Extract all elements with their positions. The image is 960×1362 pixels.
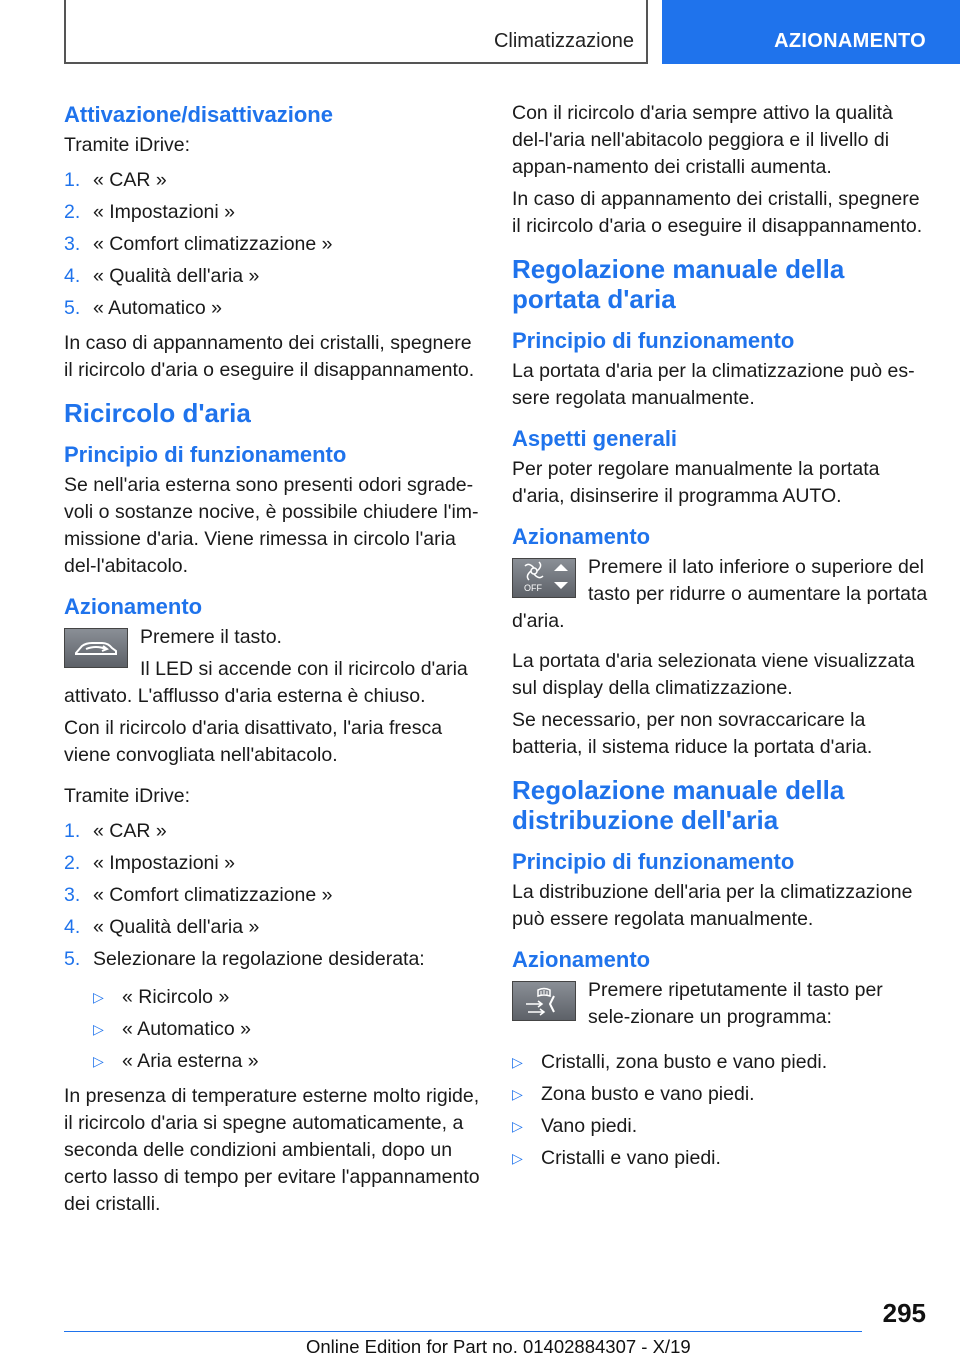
step-number: 3. (64, 884, 81, 906)
step-number: 2. (64, 201, 81, 223)
list-item (512, 1142, 928, 1174)
triangle-bullet-icon: ▷ (93, 989, 104, 1005)
flow-principle-text: La portata d'aria per la climatizzazione può es-sere regolata manualmente. (512, 360, 915, 409)
step-number: 5. (64, 297, 81, 319)
step-number: 1. (64, 169, 81, 191)
heading-air-distribution: Regolazione manuale della distribuzione dell'aria (512, 775, 845, 835)
heading-principle: Principio di funzionamento (512, 849, 795, 874)
heading-activation: Attivazione/disattivazione (64, 102, 333, 127)
step-text: « Impostazioni » (93, 201, 235, 223)
battery-text: Se necessario, per non sovraccaricare la batteria, il sistema riduce la portata d'aria. (512, 709, 873, 758)
list-item (512, 1046, 928, 1078)
header-section-box (64, 0, 648, 64)
list-item (64, 164, 482, 196)
list-item (93, 1045, 482, 1077)
program-text: Cristalli, zona busto e vano piedi. (541, 1051, 828, 1073)
recirculation-car-icon (64, 628, 128, 668)
program-text: Vano piedi. (541, 1115, 638, 1137)
triangle-bullet-icon: ▷ (93, 1053, 104, 1069)
air-distribution-icon (512, 981, 576, 1021)
program-text: Zona busto e vano piedi. (541, 1083, 755, 1105)
programs-list (512, 1046, 928, 1174)
heading-principle: Principio di funzionamento (512, 328, 795, 353)
heading-air-flow: Regolazione manuale della portata d'aria (512, 254, 845, 314)
step-text: « Impostazioni » (93, 852, 235, 874)
heading-operation: Azionamento (512, 947, 651, 972)
program-text: Cristalli e vano piedi. (541, 1147, 721, 1169)
list-item (64, 228, 482, 260)
right-column (512, 100, 928, 1180)
list-item (512, 1078, 928, 1110)
heading-operation: Azionamento (64, 594, 203, 619)
page-number: 295 (882, 1298, 926, 1328)
step-text: « Qualità dell'aria » (93, 916, 260, 938)
header-section-title: Climatizzazione (493, 30, 634, 52)
list-item (93, 1013, 482, 1045)
recirc-button-row (64, 624, 482, 715)
list-item (64, 911, 482, 943)
list-item (64, 292, 482, 324)
step-text: Selezionare la regolazione desiderata: (93, 948, 425, 970)
triangle-bullet-icon: ▷ (512, 1054, 523, 1070)
steps-list-1 (64, 164, 482, 324)
option-text: « Automatico » (122, 1018, 251, 1040)
via-idrive-label: Tramite iDrive: (64, 785, 191, 807)
air-quality-text: Con il ricircolo d'aria sempre attivo la qualità del-l'aria nell'abitacolo peggiora e il livello di appan-namento dei cristalli aumenta. (512, 102, 893, 178)
step-number: 4. (64, 916, 81, 938)
list-item (64, 879, 482, 911)
heading-operation: Azionamento (512, 524, 651, 549)
fog-note: In caso di appannamento dei cristalli, spegnere il ricircolo d'aria o eseguire il disappannamento. (512, 188, 923, 237)
list-item (512, 1110, 928, 1142)
list-item (64, 196, 482, 228)
triangle-bullet-icon: ▷ (93, 1021, 104, 1037)
step-text: « Comfort climatizzazione » (93, 884, 333, 906)
list-item (93, 981, 482, 1013)
heading-principle: Principio di funzionamento (64, 442, 347, 467)
list-item (64, 847, 482, 879)
step-number: 3. (64, 233, 81, 255)
footer-divider (64, 1331, 862, 1332)
fan-off-label: OFF (524, 583, 542, 593)
press-button-text: Premere il tasto. (140, 626, 282, 648)
sub-options-list (93, 981, 482, 1077)
step-text: « Automatico » (93, 297, 222, 319)
header-chapter-title: AZIONAMENTO (774, 30, 926, 52)
program-instruction-text: Premere ripetutamente il tasto per sele-zionare un programma: (588, 979, 883, 1028)
triangle-bullet-icon: ▷ (512, 1150, 523, 1166)
step-number: 1. (64, 820, 81, 842)
header-chapter-tab (662, 0, 960, 64)
step-text: « CAR » (93, 820, 167, 842)
list-item (64, 943, 482, 975)
option-text: « Ricircolo » (122, 986, 230, 1008)
left-column (64, 100, 482, 1223)
fan-speed-icon (512, 558, 576, 598)
heading-recirculation: Ricircolo d'aria (64, 398, 251, 428)
distribution-principle-text: La distribuzione dell'aria per la climatizzazione può essere regolata manualmente. (512, 881, 913, 930)
fresh-air-text: Con il ricircolo d'aria disattivato, l'aria fresca viene convogliata nell'abitacolo. (64, 717, 443, 766)
via-idrive-label: Tramite iDrive: (64, 134, 191, 156)
step-number: 4. (64, 265, 81, 287)
step-text: « Qualità dell'aria » (93, 265, 260, 287)
list-item (64, 815, 482, 847)
display-text: La portata d'aria selezionata viene visualizzata sul display della climatizzazione. (512, 650, 915, 699)
option-text: « Aria esterna » (122, 1050, 259, 1072)
step-number: 5. (64, 948, 81, 970)
principle-text: Se nell'aria esterna sono presenti odori sgrade-voli o sostanze nocive, è possibile chiudere l'im-missione d'aria. Viene rimessa in circolo l'aria del-l'abitacolo. (64, 474, 479, 577)
fog-note: In caso di appannamento dei cristalli, spegnere il ricircolo d'aria o eseguire il disappannamento. (64, 332, 475, 381)
general-text: Per poter regolare manualmente la portata d'aria, disinserire il programma AUTO. (512, 458, 880, 507)
triangle-bullet-icon: ▷ (512, 1118, 523, 1134)
cold-weather-text: In presenza di temperature esterne molto rigide, il ricircolo d'aria si spegne automaticamente, a seconda delle condizioni ambientali, dopo un certo lasso di tempo per evitare l'appannamento dei cristalli. (64, 1085, 480, 1215)
edition-text: Online Edition for Part no. 01402884307 - X/19 (306, 1336, 691, 1357)
steps-list-2 (64, 815, 482, 975)
step-number: 2. (64, 852, 81, 874)
distribution-button-row (512, 977, 928, 1036)
step-text: « Comfort climatizzazione » (93, 233, 333, 255)
led-text: Il LED si accende con il ricircolo d'aria attivato. L'afflusso d'aria esterna è chiuso. (64, 658, 468, 707)
triangle-bullet-icon: ▷ (512, 1086, 523, 1102)
fan-instruction-text: Premere il lato inferiore o superiore del tasto per ridurre o aumentare la portata d'aria. (512, 556, 928, 632)
step-text: « CAR » (93, 169, 167, 191)
list-item (64, 260, 482, 292)
heading-general: Aspetti generali (512, 426, 678, 451)
fan-button-row (512, 554, 928, 640)
